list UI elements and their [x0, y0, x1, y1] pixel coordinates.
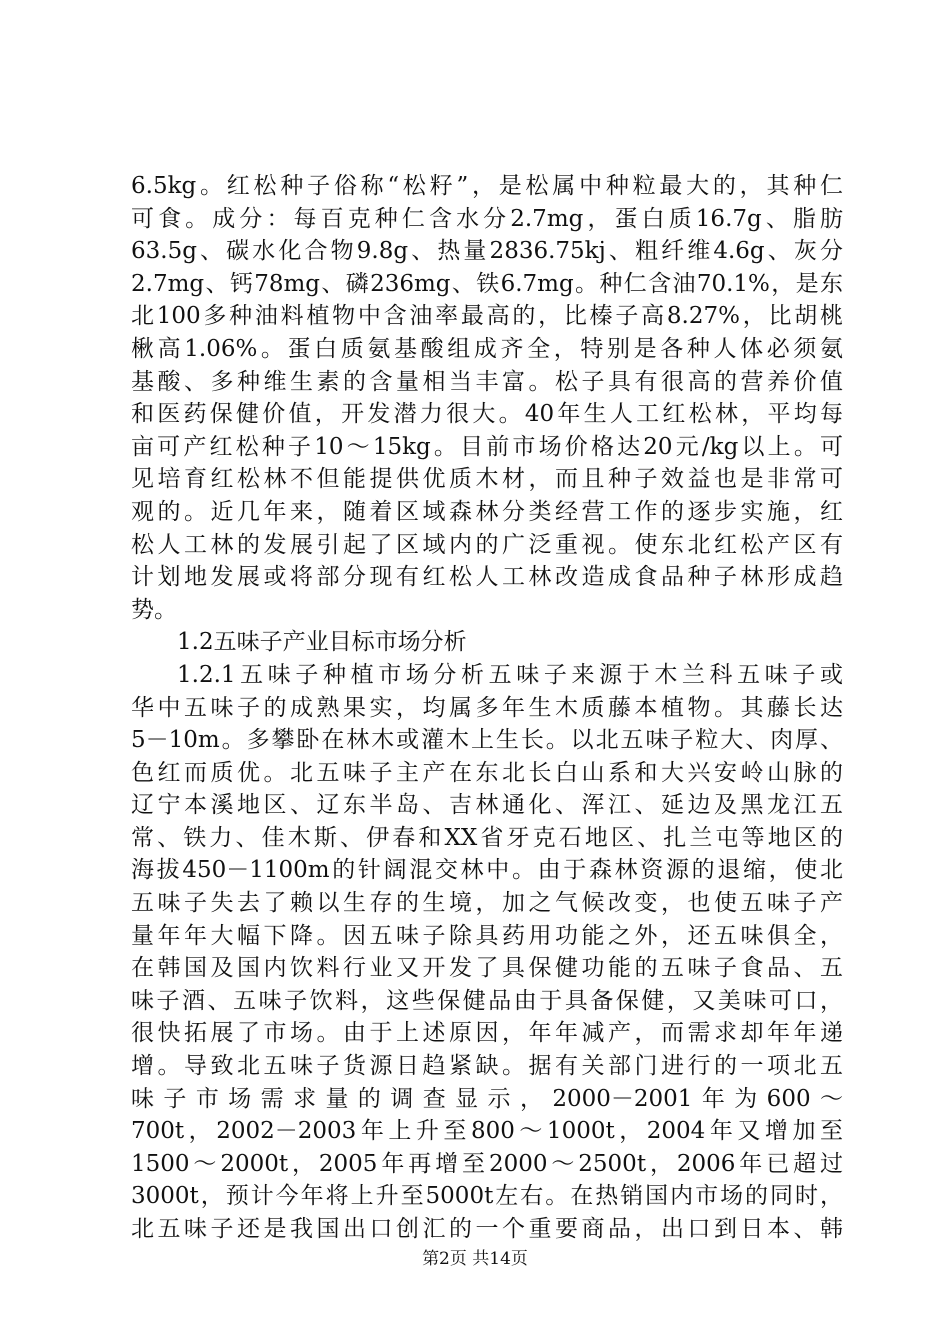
text-line: 辽宁本溪地区、辽东半岛、吉林通化、浑江、延边及黑龙江五 [131, 792, 843, 819]
text-line: 1.2.1五味子种植市场分析五味子来源于木兰科五味子或 [177, 661, 843, 688]
text-line: 700t，2002－2003年上升至800～1000t，2004年又增加至 [131, 1118, 843, 1145]
text-line: 6.5kg。红松种子俗称“松籽”，是松属中种粒最大的，其种仁 [131, 173, 843, 199]
text-line: 常、铁力、佳木斯、伊春和XX省牙克石地区、扎兰屯等地区的 [131, 824, 843, 851]
text-line: 和医药保健价值，开发潜力很大。40年生人工红松林，平均每 [131, 401, 843, 428]
text-line: 1500～2000t，2005年再增至2000～2500t，2006年已超过 [131, 1150, 843, 1177]
text-line: 3000t，预计今年将上升至5000t左右。在热销国内市场的同时， [131, 1183, 843, 1210]
text-line: 63.5g、碳水化合物9.8g、热量2836.75kj、粗纤维4.6g、灰分 [131, 238, 843, 265]
text-line: 味子市场需求量的调查显示，2000－2001年为600～ [131, 1085, 843, 1112]
text-line: 海拔450－1100m的针阔混交林中。由于森林资源的退缩，使北 [131, 857, 843, 884]
text-line: 很快拓展了市场。由于上述原因，年年减产，而需求却年年递 [131, 1020, 843, 1047]
text-line: 计划地发展或将部分现有红松人工林改造成食品种子林形成趋 [131, 564, 843, 591]
text-line: 松人工林的发展引起了区域内的广泛重视。使东北红松产区有 [131, 531, 843, 558]
text-line: 色红而质优。北五味子主产在东北长白山系和大兴安岭山脉的 [131, 759, 843, 786]
text-line: 量年年大幅下降。因五味子除具药用功能之外，还五味俱全， [131, 922, 843, 949]
text-line: 亩可产红松种子10～15kg。目前市场价格达20元/kg以上。可 [131, 433, 843, 460]
text-line: 观的。近几年来，随着区域森林分类经营工作的逐步实施，红 [131, 498, 843, 525]
text-line: 五味子失去了赖以生存的生境，加之气候改变，也使五味子产 [131, 890, 843, 917]
text-line: 华中五味子的成熟果实，均属多年生木质藤本植物。其藤长达 [131, 694, 843, 721]
text-line: 味子酒、五味子饮料，这些保健品由于具备保健，又美味可口， [131, 987, 843, 1014]
text-line: 北五味子还是我国出口创汇的一个重要商品，出口到日本、韩 [131, 1216, 843, 1242]
text-line: 见培育红松林不但能提供优质木材，而且种子效益也是非常可 [131, 466, 843, 493]
text-line: 北100多种油料植物中含油率最高的，比榛子高8.27%，比胡桃 [131, 303, 843, 330]
text-line: 势。 [131, 596, 177, 623]
text-line: 增。导致北五味子货源日趋紧缺。据有关部门进行的一项北五 [131, 1053, 843, 1080]
text-line: 在韩国及国内饮料行业又开发了具保健功能的五味子食品、五 [131, 955, 843, 982]
text-line: 基酸、多种维生素的含量相当丰富。松子具有很高的营养价值 [131, 368, 843, 395]
page-number: 第2页 共14页 [422, 1249, 528, 1269]
text-line: 5－10m。多攀卧在林木或灌木上生长。以北五味子粒大、肉厚、 [131, 727, 843, 754]
page-footer [0, 1244, 950, 1269]
document-body [131, 170, 843, 1246]
text-line: 楸高1.06%。蛋白质氨基酸组成齐全，特别是各种人体必须氨 [131, 335, 843, 362]
text-line: 2.7mg、钙78mg、磷236mg、铁6.7mg。种仁含油70.1%，是东 [131, 270, 843, 297]
text-line: 可食。成分：每百克种仁含水分2.7mg，蛋白质16.7g、脂肪 [131, 205, 843, 232]
text-line: 1.2五味子产业目标市场分析 [177, 629, 467, 656]
